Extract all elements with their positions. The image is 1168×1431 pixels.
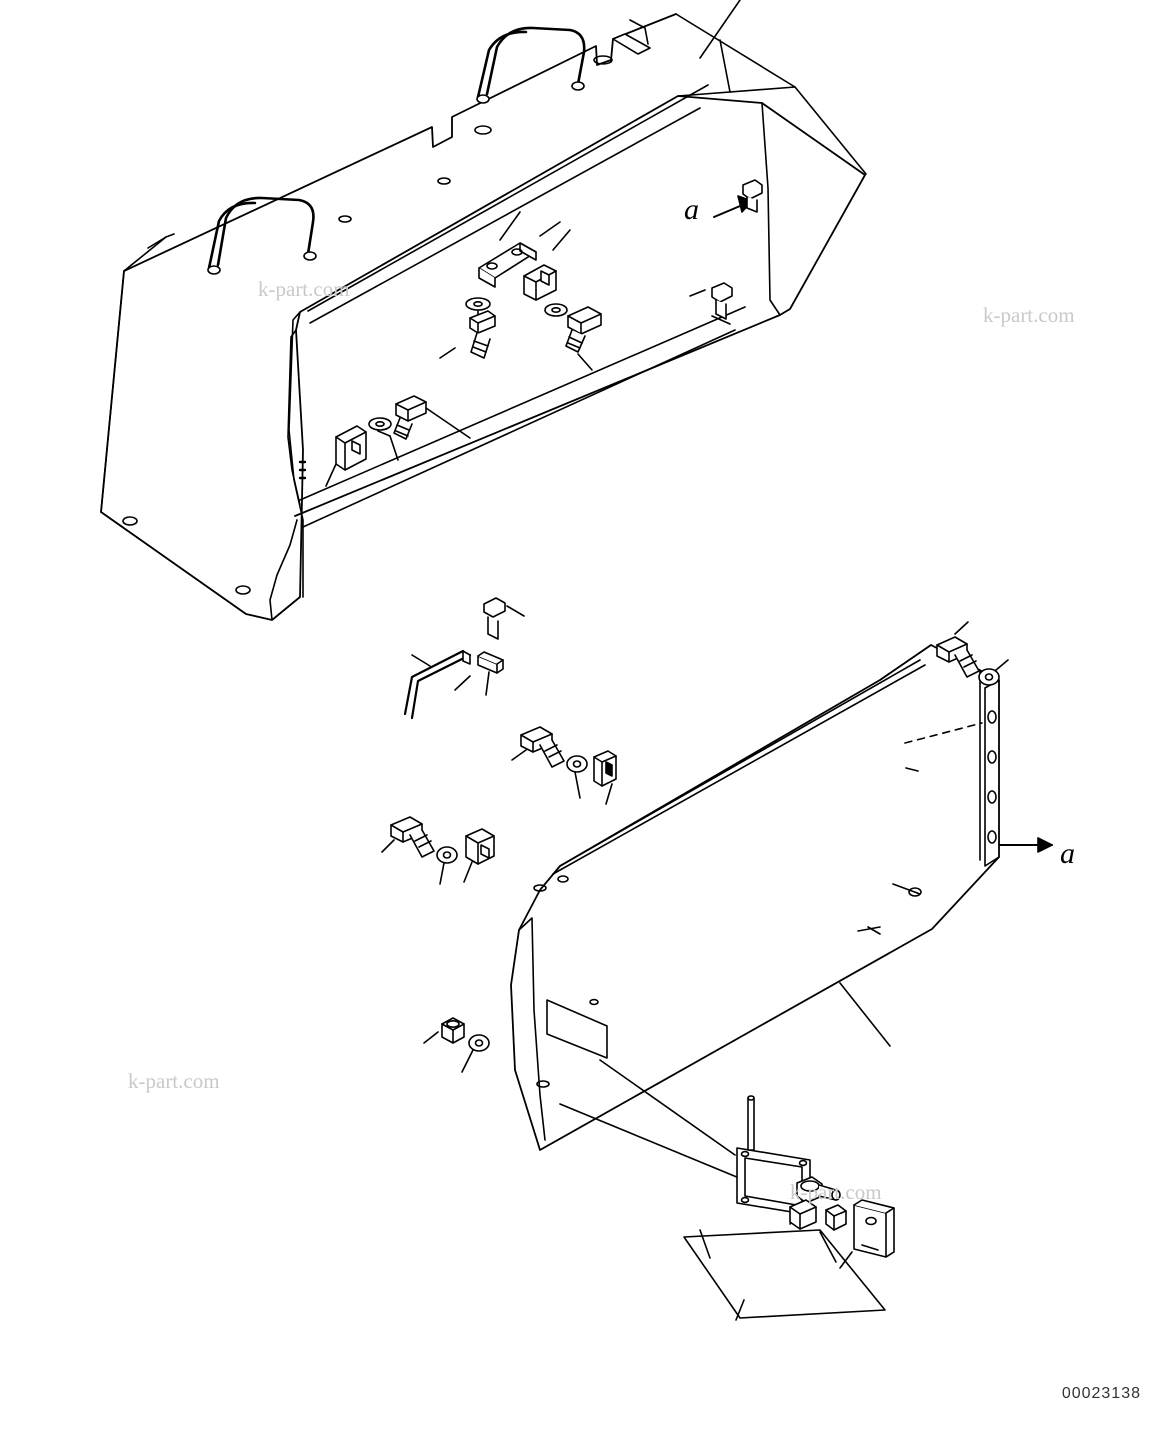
section-arrow-head-bottom	[1038, 838, 1052, 852]
leader-nut	[424, 1032, 438, 1043]
leader-mount-bracket	[840, 1252, 852, 1268]
pin-shank	[488, 617, 498, 639]
leader-clip-bracket-lower	[464, 862, 472, 882]
latch-striker-detail	[826, 1205, 846, 1230]
upper-hood-assembly	[101, 0, 866, 620]
bolt-lower-left-shank	[410, 830, 434, 857]
leader-washer-nut	[462, 1050, 473, 1072]
washer-nut	[469, 1035, 489, 1051]
side-panel	[511, 645, 999, 1150]
washer-hinge	[369, 418, 391, 430]
clip-bracket-upper-slot	[606, 762, 612, 776]
grab-handle-rear-foot-2	[572, 82, 584, 90]
watermark: k-part.com	[790, 1180, 882, 1204]
lower-side-panel-assembly	[382, 598, 1052, 1180]
bolt-upper-left-shank	[540, 740, 564, 767]
leader-rod-handle	[455, 676, 470, 690]
leader-bolt-right	[955, 622, 968, 634]
leader-panel-body	[840, 983, 890, 1046]
latch-detail-subassembly	[684, 1096, 894, 1320]
watermark: k-part.com	[983, 303, 1075, 327]
watermark: k-part.com	[128, 1069, 220, 1093]
watermark: k-part.com	[258, 277, 350, 301]
rod-mount-pin	[486, 672, 489, 695]
grab-handle-front-foot-2	[304, 252, 316, 260]
leader-pin	[507, 606, 524, 616]
drawing-number: 00023138	[1061, 1385, 1141, 1402]
leader-bolt-upper-left	[512, 750, 526, 760]
mount-bracket	[854, 1205, 886, 1257]
washer-upper	[466, 298, 490, 310]
lock-rod-tip	[748, 1096, 754, 1100]
hood-left-notch	[148, 237, 166, 248]
washer-right	[979, 669, 999, 685]
rod-handle-tip	[463, 651, 470, 664]
leader-rod-handle-2	[412, 655, 430, 666]
detail-leader-1	[700, 1230, 710, 1258]
washer-upper-left	[567, 756, 587, 772]
leader-washer-lower-left	[440, 863, 444, 884]
mount-bracket-side	[886, 1208, 894, 1257]
rod-handle	[412, 655, 470, 718]
leader-washer-upper-left	[575, 772, 580, 798]
pin-head	[484, 598, 505, 617]
washer-lower-left	[437, 847, 457, 863]
leader-bolt-lower-left	[382, 840, 394, 852]
clip-bracket-lower	[466, 829, 494, 864]
grab-handle-rear-foot	[477, 95, 489, 103]
washer-upper-2	[545, 304, 567, 316]
lock-rod	[748, 1098, 754, 1150]
hood-rear-notch	[720, 40, 730, 92]
section-mark-a-bottom: a	[1060, 837, 1075, 870]
section-mark-a-top: a	[684, 193, 699, 226]
grab-handle-front-foot	[208, 266, 220, 274]
leader-washer-right	[996, 660, 1008, 670]
leader-clip-bracket-upper	[606, 784, 612, 804]
